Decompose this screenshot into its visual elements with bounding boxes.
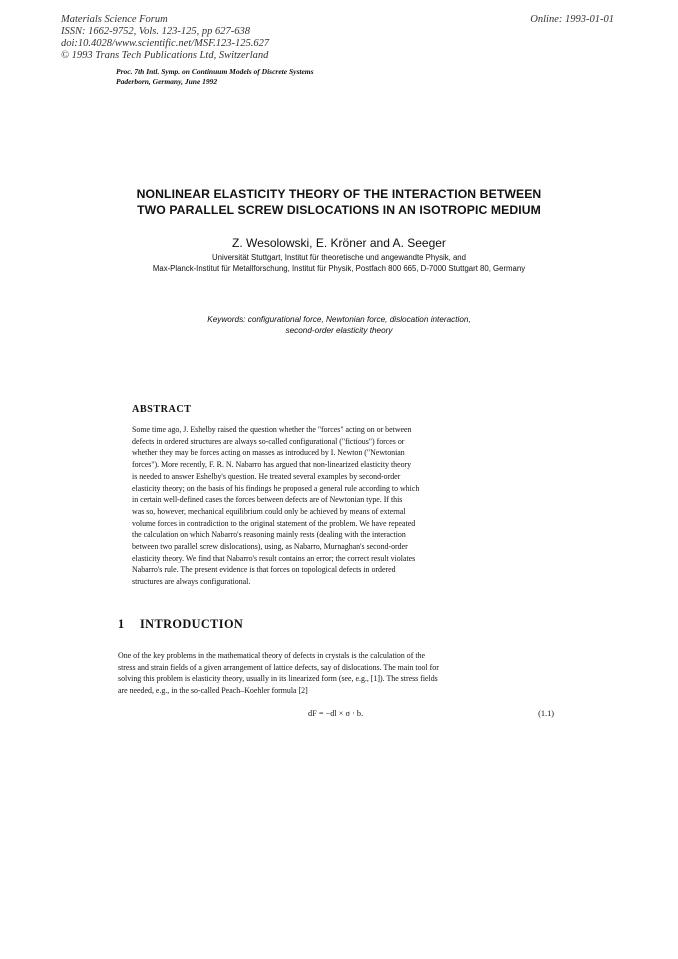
- abstract-line: elasticity theory. We find that Nabarro's result contains an error; the correct result violates: [132, 553, 416, 563]
- author-list: Z. Wesolowski, E. Kröner and A. Seeger: [232, 236, 446, 250]
- abstract-body: [132, 424, 545, 588]
- journal-name: Materials Science Forum: [61, 14, 168, 25]
- abstract-line: structures are always configurational.: [132, 577, 251, 587]
- doi-link[interactable]: doi:10.4028/www.scientific.net/MSF.123-125.627: [61, 38, 270, 49]
- intro-line: solving this problem is elasticity theory, usually in its linearized form (see, e.g., [1]). The stress fields: [118, 674, 438, 684]
- title-line-1: NONLINEAR ELASTICITY THEORY OF THE INTERACTION BETWEEN: [136, 187, 542, 201]
- section-number: 1: [118, 617, 125, 631]
- abstract-line: elasticity theory; on the basis of his findings he proposed a general rule according to which: [132, 483, 420, 493]
- journal-header: [61, 14, 461, 62]
- keywords: [90, 315, 588, 336]
- affiliation: [80, 253, 598, 274]
- abstract-line: Some time ago, J. Eshelby raised the question whether the "forces" acting on or between: [132, 425, 412, 434]
- abstract-line: was so, however, mechanical equilibrium could only be achieved by means of external: [132, 506, 406, 516]
- online-date: Online: 1993-01-01: [530, 14, 614, 25]
- equation-number: (1.1): [538, 709, 554, 718]
- abstract-line: Nabarro's rule. The present evidence is that forces on topological defects in ordered: [132, 565, 396, 575]
- section-title: INTRODUCTION: [140, 617, 244, 631]
- proceedings-info: [116, 67, 314, 87]
- copyright-line: © 1993 Trans Tech Publications Ltd, Switzerland: [61, 50, 269, 61]
- section-heading: [118, 617, 243, 632]
- abstract-heading: ABSTRACT: [132, 404, 192, 415]
- abstract-line: between two parallel screw dislocations), using, as Nabarro, Murnaghan's second-order: [132, 542, 408, 552]
- proceedings-line-2: Paderborn, Germany, June 1992: [116, 77, 218, 86]
- abstract-line: volume forces in contradiction to the original statement of the problem. We have repeated: [132, 518, 416, 528]
- abstract-line: is needed to answer Eshelby's question. He treated several examples by second-order: [132, 471, 401, 481]
- abstract-line: defects in ordered structures are always so-called configurational ("fictious") forces or: [132, 436, 405, 446]
- intro-line: One of the key problems in the mathematical theory of defects in crystals is the calculation of the: [118, 651, 425, 660]
- paper-title: [90, 186, 588, 218]
- keywords-line-2: second-order elasticity theory: [285, 325, 393, 335]
- equation-row: [118, 709, 554, 723]
- abstract-line: in certain well-defined cases the forces between defects are of Newtonian type. If this: [132, 495, 403, 505]
- keywords-line-1: Keywords: configurational force, Newtonian force, dislocation interaction,: [207, 315, 471, 324]
- abstract-line: forces"). More recently, F. R. N. Nabarro has argued that non-linearized elasticity theory: [132, 460, 412, 470]
- proceedings-line-1: Proc. 7th Intl. Symp. on Continuum Models of Discrete Systems: [116, 67, 314, 76]
- introduction-body: [118, 650, 554, 696]
- abstract-line: whether they may be forces acting on masses as introduced by I. Newton ("Newtonian: [132, 448, 405, 458]
- issn-line: ISSN: 1662-9752, Vols. 123-125, pp 627-638: [61, 26, 250, 37]
- title-line-2: TWO PARALLEL SCREW DISLOCATIONS IN AN ISOTROPIC MEDIUM: [137, 203, 541, 217]
- abstract-line: the calculation on which Nabarro's reasoning mainly rests (dealing with the interaction: [132, 530, 406, 540]
- intro-line: are needed, e.g., in the so-called Peach–Koehler formula [2]: [118, 685, 308, 695]
- affiliation-line-2: Max-Planck-Institut für Metallforschung, Institut für Physik, Postfach 800 665, D-7000 Stuttgart 80, Germany: [152, 263, 526, 273]
- equation: dF = −dl × σ · b.: [308, 709, 364, 718]
- intro-line: stress and strain fields of a given arrangement of lattice defects, say of dislocations. The main tool for: [118, 662, 439, 672]
- affiliation-line-1: Universität Stuttgart, Institut für theoretische und angewandte Physik, and: [212, 253, 466, 262]
